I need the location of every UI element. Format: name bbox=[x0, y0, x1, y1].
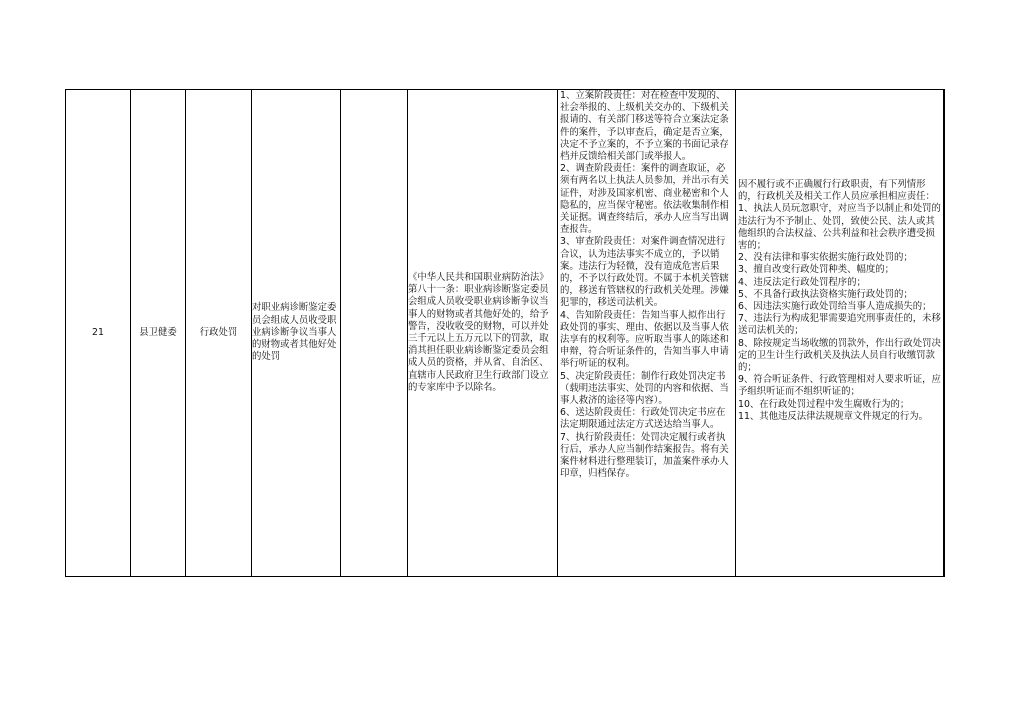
liability-item: 11、其他违反法律法规规章文件规定的行为。 bbox=[738, 410, 929, 422]
liability-item: 10、在行政处罚过程中发生腐败行为的； bbox=[738, 398, 910, 410]
duty-item: 1、立案阶段责任：对在检查中发现的、社会举报的、上级机关交办的、下级机关报请的、有关部门移送等符合立案法定条件的案件，予以审查后，确定是否立案，决定不予立案的，不予立案的书面记录存档并反馈给相关部门或举报人。 bbox=[560, 90, 729, 163]
item-name: 对职业病诊断鉴定委员会组成人员收受职业病诊断争议当事人的财物或者其他好处的处罚 bbox=[252, 302, 337, 363]
department-cell bbox=[131, 90, 186, 577]
liability-item: 3、擅自改变行政处罚种类、幅度的； bbox=[738, 264, 894, 276]
liability-item: 2、没有法律和事实依据实施行政处罚的； bbox=[738, 252, 913, 264]
power-list-table bbox=[65, 89, 945, 577]
table-row bbox=[66, 90, 945, 577]
index-cell bbox=[66, 90, 131, 577]
power-type-cell bbox=[186, 90, 252, 577]
duty-item: 6、送达阶段责任：行政处罚决定书应在法定期限通过法定方式送达给当事人。 bbox=[560, 407, 726, 431]
liability-item: 7、违法行为构成犯罪需要追究刑事责任的，未移送司法机关的； bbox=[738, 313, 941, 337]
duties-list bbox=[560, 90, 733, 576]
duty-item: 7、执行阶段责任：处罚决定履行或者执行后，承办人应当制作结案报告。将有关案件材料进行整理装订，加盖案件承办人印章，归档保存。 bbox=[560, 431, 729, 480]
duty-item: 5、决定阶段责任：制作行政处罚决定书（载明违法事实、处罚的内容和依据、当事人救济的途径等内容）。 bbox=[560, 370, 729, 407]
row-index: 21 bbox=[92, 326, 104, 338]
liabilities-cell bbox=[736, 90, 944, 577]
duty-item: 4、告知阶段责任：告知当事人拟作出行政处罚的事实、理由、依据以及当事人依法享有的权利等。应听取当事人的陈述和申辩，符合听证条件的，告知当事人申请举行听证的权利。 bbox=[560, 309, 729, 370]
liability-item: 4、违反法定行政处罚程序的； bbox=[738, 276, 866, 288]
department: 县卫健委 bbox=[139, 326, 177, 338]
sub-item-cell bbox=[341, 90, 408, 577]
power-type: 行政处罚 bbox=[199, 326, 238, 338]
item-name-cell bbox=[252, 90, 341, 577]
liability-item: 5、不具备行政执法资格实施行政处罚的； bbox=[738, 288, 913, 300]
duty-item: 2、调查阶段责任：案件的调查取证，必须有两名以上执法人员参加，并出示有关证件，对涉及国家机密、商业秘密和个人隐私的，应当保守秘密。依法收集制作相关证据。调查终结后，承办人应当写出调查报告。 bbox=[560, 163, 729, 236]
duties-cell bbox=[558, 90, 736, 577]
duty-item: 3、审查阶段责任：对案件调查情况进行合议，认为违法事实不成立的，予以销案。违法行为轻微，没有造成危害后果的，不予以行政处罚。不属于本机关管辖的，移送有管辖权的行政机关处理。涉嫌犯罪的，移送司法机关。 bbox=[560, 236, 729, 309]
liability-item: 6、因违法实施行政处罚给当事人造成损失的； bbox=[738, 301, 932, 313]
liability-item: 9、符合听证条件、行政管理相对人要求听证，应予组织听证而不组织听证的； bbox=[738, 374, 941, 398]
liability-item: 1、执法人员玩忽职守，对应当予以制止和处罚的违法行为不予制止、处罚，致使公民、法人或其他组织的合法权益、公共利益和社会秩序遭受损害的； bbox=[738, 203, 941, 252]
legal-basis: 《中华人民共和国职业病防治法》第八十一条：职业病诊断鉴定委员会组成人员收受职业病诊断争议当事人的财物或者其他好处的，给予警告，没收收受的财物，可以并处三千元以上五万元以下的罚款，取消其担任职业病诊断鉴定委员会组成人员的资格，并从省、自治区、直辖市人民政府卫生行政部门设立的专家库中予以除名。 bbox=[408, 271, 549, 393]
liability-item: 8、除按规定当场收缴的罚款外，作出行政处罚决定的卫生计生行政机关及执法人员自行收缴罚款的； bbox=[738, 337, 941, 374]
liability-intro: 因不履行或不正确履行行政职责，有下列情形的，行政机关及相关工作人员应承担相应责任： bbox=[738, 179, 935, 203]
legal-basis-cell bbox=[408, 90, 558, 577]
remarks-cell bbox=[944, 90, 945, 577]
